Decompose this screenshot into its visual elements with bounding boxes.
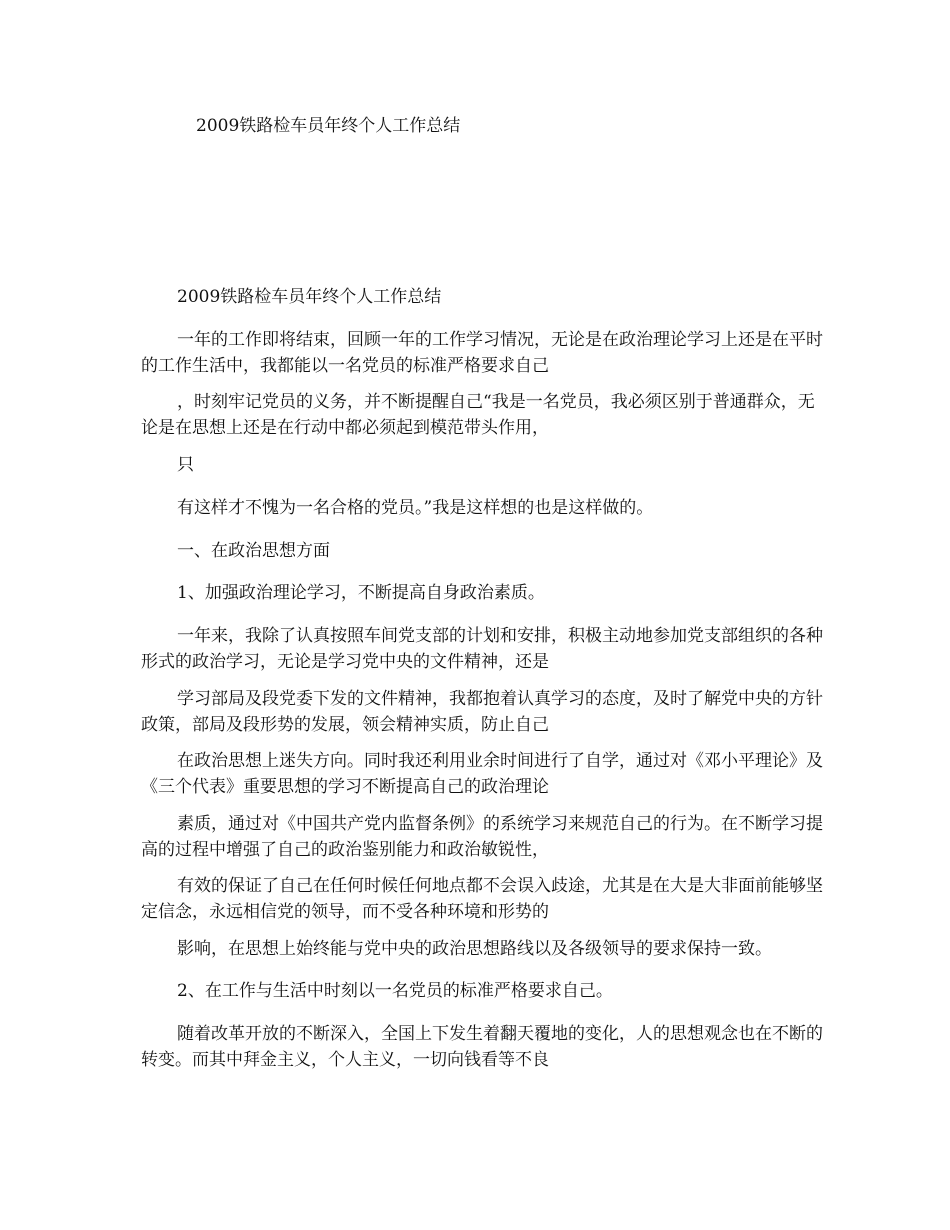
paragraph: 学习部局及段党委下发的文件精神，我都抱着认真学习的态度，及时了解党中央的方针政策，部局及段形势的发展，领会精神实质，防止自己 (141, 689, 823, 735)
paragraph-subtitle: 2009铁路检车员年终个人工作总结 (177, 287, 442, 307)
paragraph: 随着改革开放的不断深入，全国上下发生着翻天覆地的变化，人的思想观念也在不断的转变。而其中拜金主义，个人主义，一切向钱看等不良 (141, 1024, 823, 1070)
paragraph: 一年来，我除了认真按照车间党支部的计划和安排，积极主动地参加党支部组织的各种形式的政治学习，无论是学习党中央的文件精神，还是 (141, 626, 823, 672)
paragraph: 有效的保证了自己在任何时候任何地点都不会误入歧途，尤其是在大是大非面前能够坚定信念，永远相信党的领导，而不受各种环境和形势的 (141, 876, 823, 922)
paragraph: 有这样才不愧为一名合格的党员。”我是这样想的也是这样做的。 (177, 498, 654, 518)
paragraph: 影响，在思想上始终能与党中央的政治思想路线以及各级领导的要求保持一致。 (177, 939, 772, 959)
paragraph: 只 (177, 455, 194, 475)
section-heading: 一、在政治思想方面 (177, 541, 330, 561)
paragraph: 素质，通过对《中国共产党内监督条例》的系统学习来规范自己的行为。在不断学习提高的过程中增强了自己的政治鉴别能力和政治敏锐性， (141, 814, 823, 860)
document-title: 2009铁路检车员年终个人工作总结 (196, 116, 461, 136)
paragraph: ，时刻牢记党员的义务，并不断提醒自己“我是一名党员，我必须区别于普通群众，无论是在思想上还是在行动中都必须起到模范带头作用， (141, 392, 815, 438)
paragraph: 在政治思想上迷失方向。同时我还利用业余时间进行了自学，通过对《邓小平理论》及《三个代表》重要思想的学习不断提高自己的政治理论 (141, 751, 823, 797)
subsection-heading: 2、在工作与生活中时刻以一名党员的标准严格要求自己。 (177, 981, 613, 1001)
paragraph: 一年的工作即将结束，回顾一年的工作学习情况，无论是在政治理论学习上还是在平时的工作生活中，我都能以一名党员的标准严格要求自己 (141, 330, 823, 376)
subsection-heading: 1、加强政治理论学习，不断提高自身政治素质。 (177, 583, 545, 603)
